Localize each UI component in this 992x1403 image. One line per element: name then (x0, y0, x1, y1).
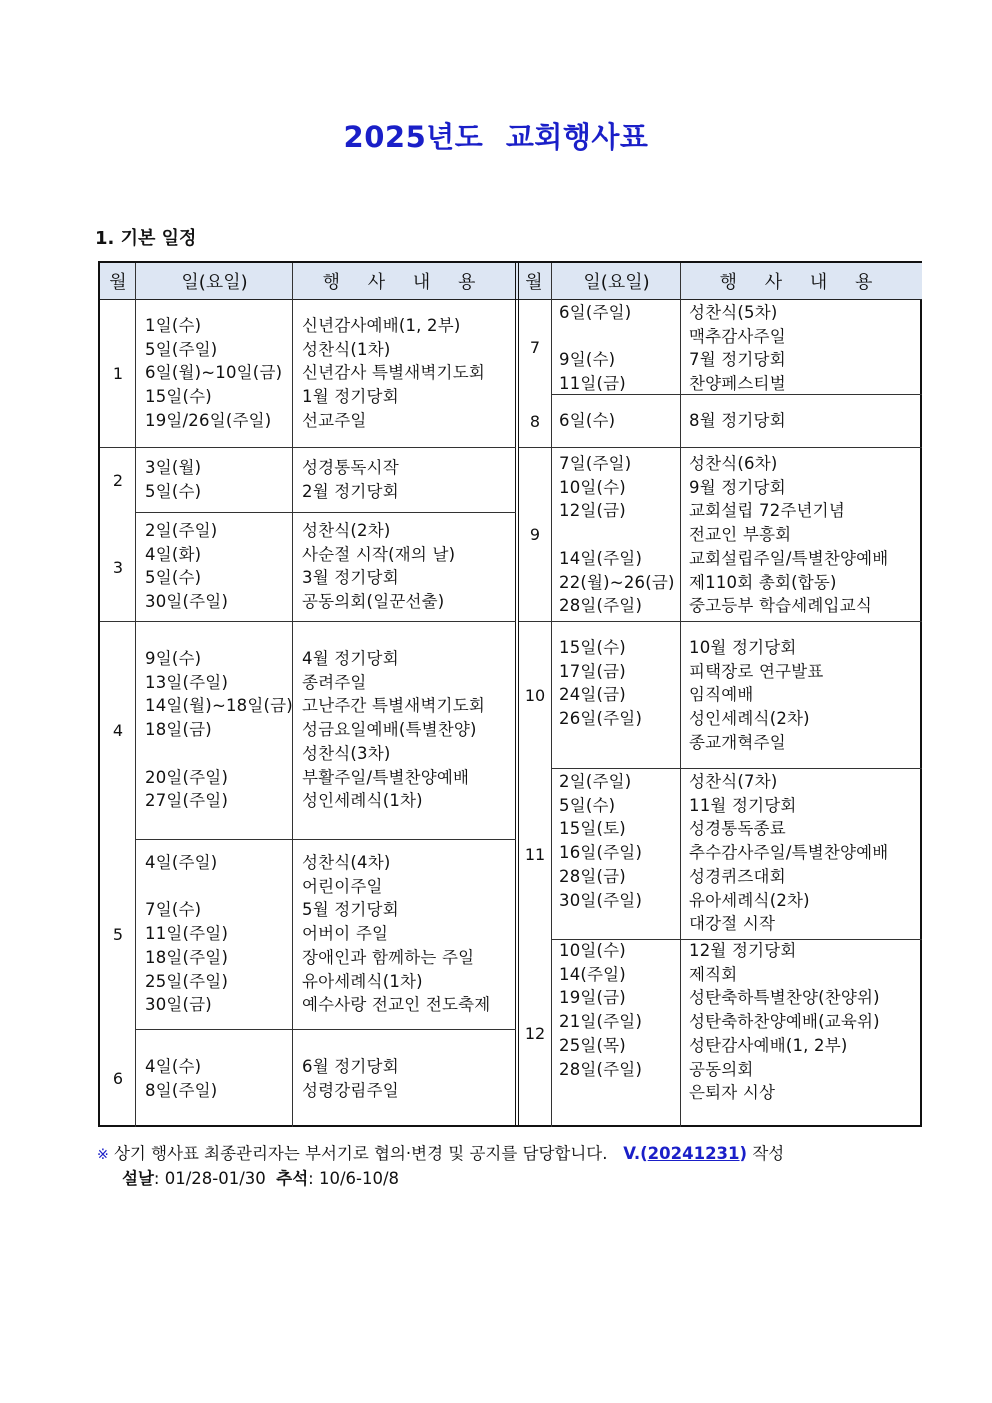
dates-m12: 10일(수) 14(주일) 19일(금) 21일(주일) 25일(목) 28일(주일) (559, 941, 643, 1079)
month-10: 10 (524, 685, 546, 705)
month-4: 4 (112, 721, 124, 740)
written-label: 작성 (747, 1144, 785, 1163)
month-3: 3 (112, 557, 124, 577)
reference-mark: ※ (97, 1147, 109, 1163)
month-1: 1 (112, 364, 124, 383)
seollal-label: 설날 (122, 1169, 154, 1188)
month-12: 12 (524, 1024, 546, 1043)
holidays-line (122, 1165, 399, 1189)
dates-m5: 4일(주일) 7일(수) 11일(주일) 18일(주일) 25일(주일) 30일(금) (145, 853, 229, 1015)
header-event: 행 사 내 용 (293, 263, 516, 300)
month-2: 2 (112, 470, 124, 490)
events-m2: 성경통독시작 2월 정기당회 (302, 458, 399, 501)
seollal-dates: : 01/28-01/30 (153, 1169, 277, 1188)
dates-m1: 1일(수) 5일(주일) 6일(월)~10일(금) 15일(수) 19일/26일(주일) (145, 316, 283, 430)
schedule-table (98, 261, 922, 1127)
dates-m11: 2일(주일) 5일(수) 15일(토) 16일(주일) 28일(금) 30일(주일) (559, 772, 643, 910)
header-date: 일(요일) (136, 263, 293, 300)
events-m6: 6월 정기당회 성령강림주일 (302, 1057, 399, 1100)
events-m4: 4월 정기당회 종려주일 고난주간 특별새벽기도회 성금요일예배(특별찬양) 성찬식(3차) 부활주일/특별찬양예배 성인세례식(1차) (302, 649, 485, 811)
chuseok-dates: : 10/6-10/8 (308, 1169, 400, 1188)
dates-m4: 9일(수) 13일(주일) 14일(월)~18일(금) 18일(금) 20일(주일) 27일(주일) (145, 649, 293, 811)
month-8: 8 (529, 411, 541, 431)
version-prefix: V.( (623, 1144, 648, 1163)
events-m11: 성찬식(7차) 11월 정기당회 성경통독종료 추수감사주일/특별찬양예배 성경퀴즈대회 유아세례식(2차) 대강절 시작 (689, 772, 889, 934)
events-m1: 신년감사예배(1, 2부) 성찬식(1차) 신년감사 특별새벽기도회 1월 정기당회 선교주일 (302, 316, 485, 430)
dates-m3: 2일(주일) 4일(화) 5일(수) 30일(주일) (145, 521, 229, 612)
dates-m8: 6일(수) (559, 411, 616, 430)
note-text: 상기 행사표 최종관리자는 부서기로 협의·변경 및 공지를 담당합니다. (108, 1144, 624, 1163)
page-title: 2025년도 교회행사표 (343, 120, 649, 154)
dates-m10: 15일(수) 17일(금) 24일(금) 26일(주일) (559, 638, 643, 729)
month-5: 5 (112, 925, 124, 944)
events-m7: 성찬식(5차) 맥추감사주일 7월 정기당회 찬양페스티벌 (689, 303, 786, 394)
dates-m6: 4일(수) 8일(주일) (145, 1057, 218, 1100)
month-11: 11 (524, 844, 546, 864)
version-suffix: ) (739, 1144, 748, 1163)
header-date-2: 일(요일) (552, 263, 681, 300)
dates-m2: 3일(월) 5일(수) (145, 458, 202, 501)
header-month-2: 월 (516, 263, 552, 300)
events-m9: 성찬식(6차) 9월 정기당회 교회설립 72주년기념 전교인 부흥회 교회설립주일/특별찬양예배 제110회 총회(합동) 중고등부 학습세례입교식 (689, 454, 889, 616)
version-number: 20241231 (647, 1144, 740, 1163)
month-7: 7 (529, 337, 541, 357)
dates-m7: 6일(주일) 9일(수) 11일(금) (559, 303, 632, 394)
month-9: 9 (529, 525, 541, 544)
chuseok-label: 추석 (276, 1169, 309, 1188)
header-month: 월 (100, 263, 136, 300)
events-m12: 12월 정기당회 제직회 성탄축하특별찬양(찬양위) 성탄축하찬양예배(교육위) 성탄감사예배(1, 2부) 공동의회 은퇴자 시상 (689, 941, 880, 1103)
header-event-2: 행 사 내 용 (681, 263, 922, 300)
footer-note (97, 1140, 784, 1164)
events-m5: 성찬식(4차) 어린이주일 5월 정기당회 어버이 주일 장애인과 함께하는 주일 유아세례식(1차) 예수사랑 전교인 전도축제 (302, 853, 491, 1015)
section-title: 1. 기본 일정 (95, 228, 197, 249)
events-m8: 8월 정기당회 (689, 411, 786, 430)
events-m10: 10월 정기당회 피택장로 연구발표 임직예배 성인세례식(2차) 종교개혁주일 (689, 638, 824, 752)
events-m3: 성찬식(2차) 사순절 시작(재의 날) 3월 정기당회 공동의회(일꾼선출) (302, 521, 456, 612)
dates-m9: 7일(주일) 10일(수) 12일(금) 14일(주일) 22(월)~26(금) 28일(주일) (559, 454, 675, 616)
month-6: 6 (112, 1069, 124, 1088)
